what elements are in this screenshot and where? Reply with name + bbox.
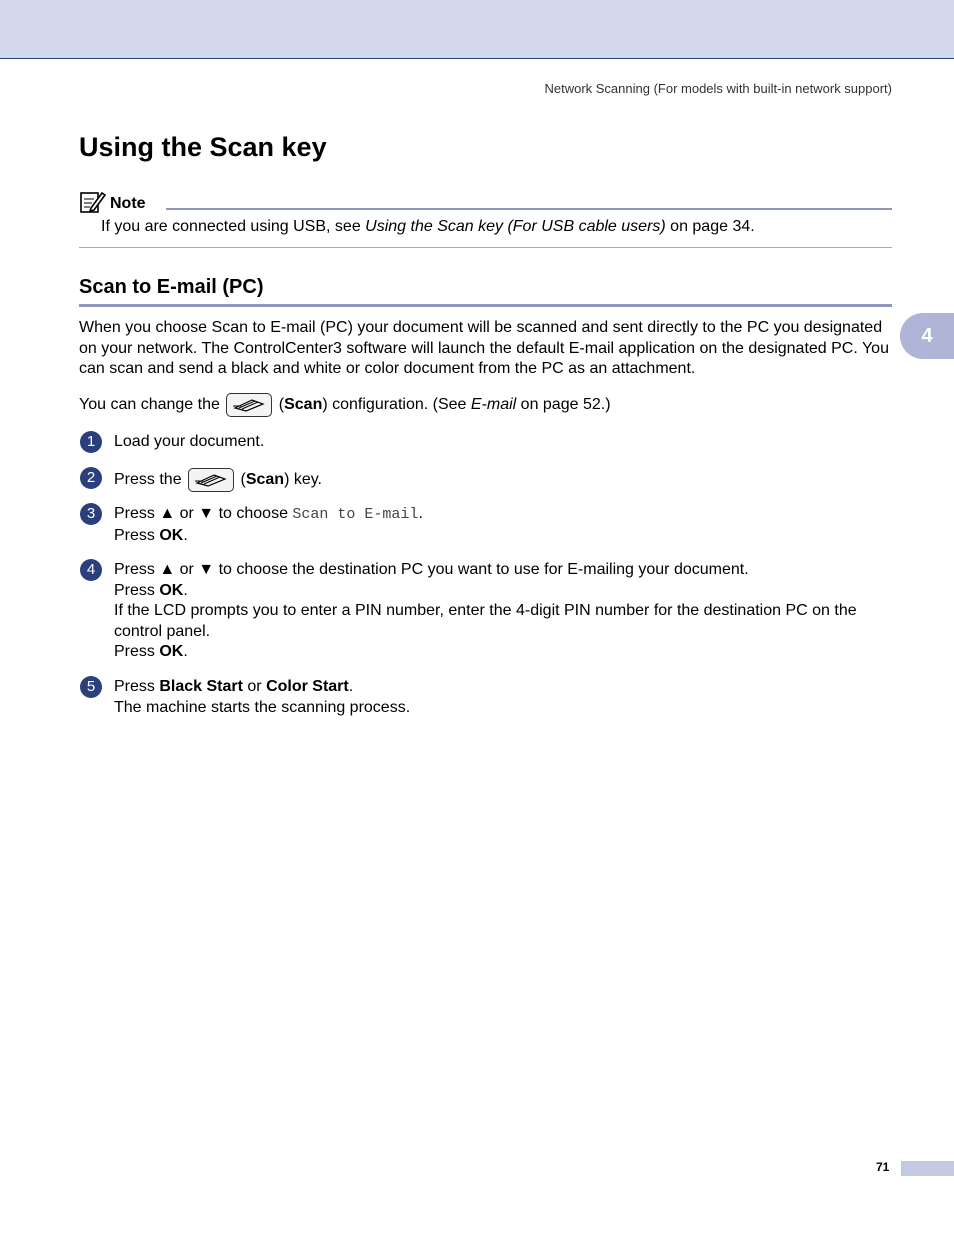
chapter-tab: 4 [900, 313, 954, 359]
step-number: 4 [80, 559, 102, 581]
running-head: Network Scanning (For models with built-in network support) [544, 81, 892, 96]
page-title: Using the Scan key [79, 132, 327, 162]
scan-key-icon [188, 468, 234, 492]
step-2: 2 Press the (Scan) key. [80, 468, 892, 492]
step-number: 5 [80, 676, 102, 698]
section-title: Scan to E-mail (PC) [79, 276, 264, 298]
step-number: 3 [80, 503, 102, 525]
header-band [0, 0, 954, 59]
scan-key-icon [226, 393, 272, 417]
intro-paragraph: When you choose Scan to E-mail (PC) your document will be scanned and sent directly to the PC you designated on your network. The ControlCenter3 software will launch the default E-mail application on the designated PC. You can scan and send a black and white or color document from the PC as an attachment. [79, 319, 889, 377]
step-number: 2 [80, 467, 102, 489]
step-1: 1 Load your document. [80, 432, 892, 453]
step-number: 1 [80, 431, 102, 453]
note-label: Note [110, 195, 146, 212]
note-text: If you are connected using USB, see Using the Scan key (For USB cable users) on page 34. [101, 218, 755, 235]
note-rule [166, 208, 892, 210]
step-5: 5 Press Black Start or Color Start. The machine starts the scanning process. [80, 677, 892, 718]
step-3: 3 Press ▲ or ▼ to choose Scan to E-mail. Press OK. [80, 504, 892, 546]
note-link[interactable]: Using the Scan key (For USB cable users) [365, 218, 666, 235]
page-number: 71 [876, 1160, 890, 1174]
email-link[interactable]: E-mail [470, 396, 517, 414]
lcd-text: Scan to E-mail [292, 506, 419, 523]
note-pencil-icon [80, 190, 106, 214]
note-divider [79, 247, 892, 248]
footer-bar [901, 1161, 954, 1176]
step-4: 4 Press ▲ or ▼ to choose the destination PC you want to use for E-mailing your document. Press OK. If the LCD prompts you to enter a PIN number, enter the 4-digit PIN number for the destination PC on the control panel. Press OK. [80, 560, 892, 663]
config-paragraph: You can change the (Scan) configuration. (See E-mail on page 52.) [79, 393, 894, 417]
section-rule [79, 304, 892, 307]
